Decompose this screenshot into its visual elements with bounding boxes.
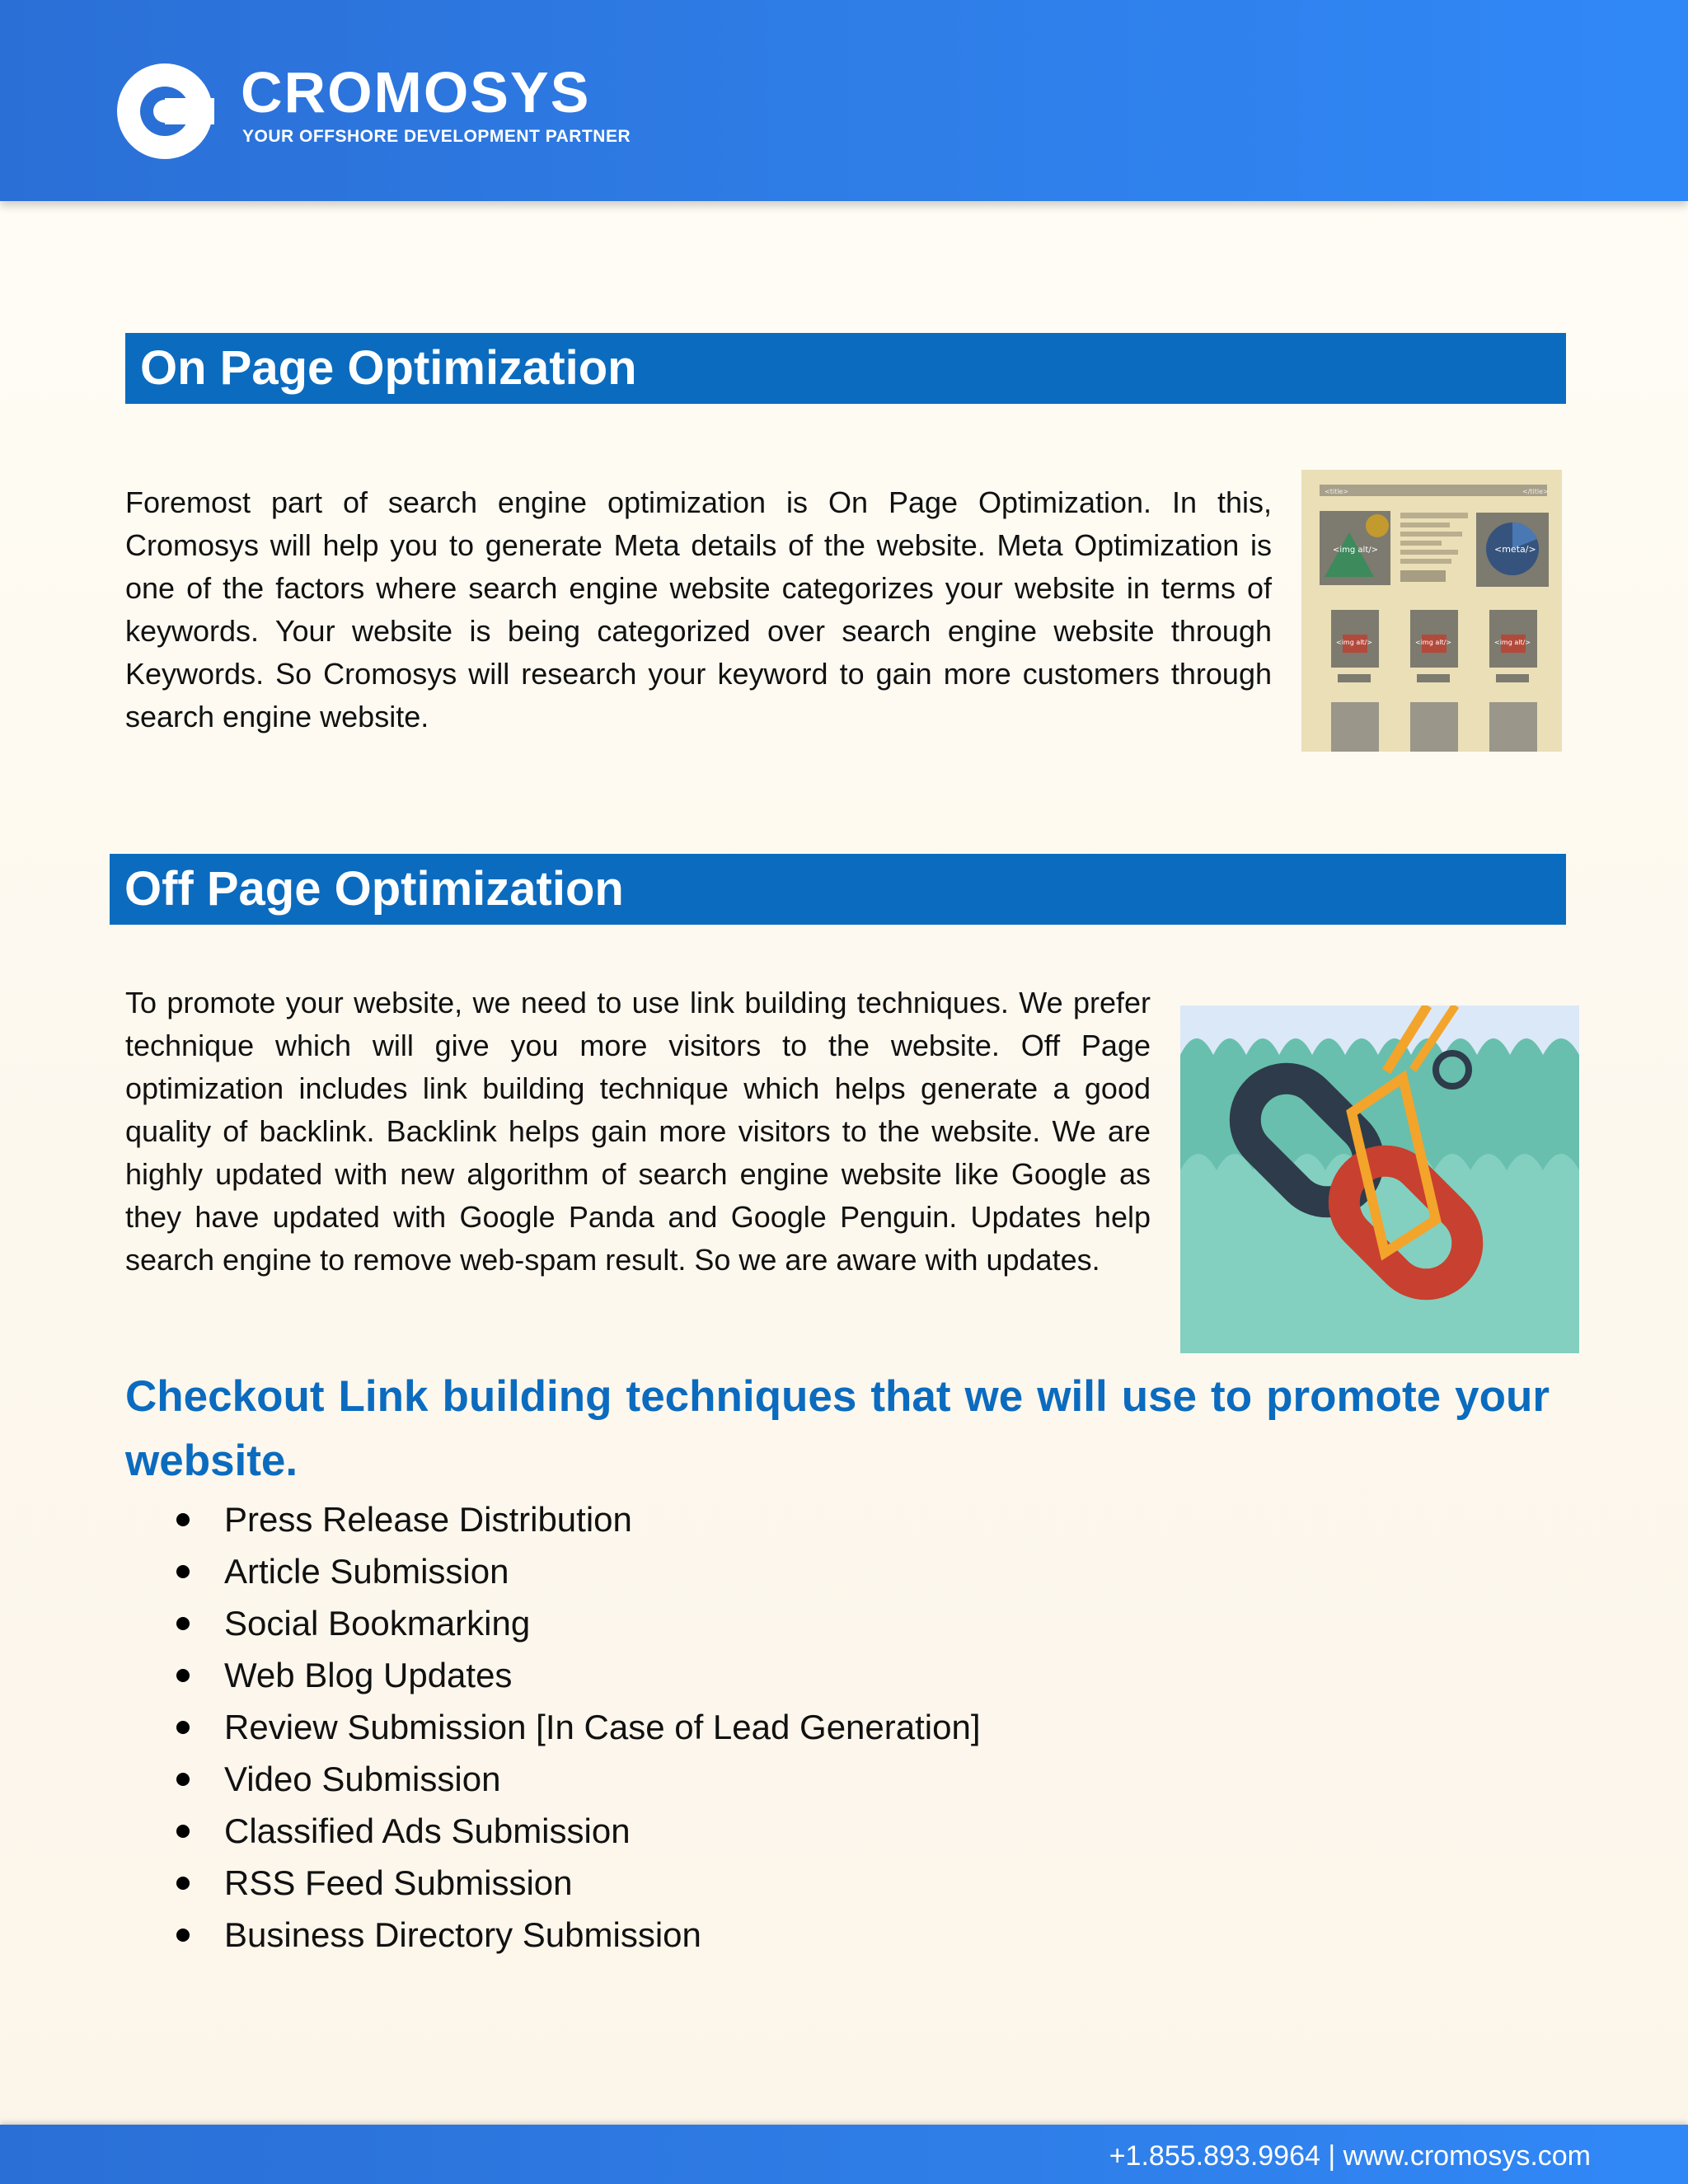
meta-tag-text: <meta/> [1494, 544, 1536, 555]
list-item [125, 1493, 981, 1545]
bullet-icon [176, 1773, 190, 1786]
chain-link-icon [1180, 1005, 1579, 1353]
footer-contact: +1.855.893.9964 | www.cromosys.com [1109, 2140, 1591, 2172]
list-item-label: Business Directory Submission [224, 1915, 701, 1954]
list-item-label: Article Submission [224, 1552, 509, 1591]
bullet-icon [176, 1825, 190, 1838]
list-item [125, 1857, 981, 1909]
list-item [125, 1597, 981, 1649]
cromosys-logo-icon [115, 62, 214, 161]
off-page-body: To promote your website, we need to use link building techniques. We prefer technique which will give you more visitors to the website. Off Page optimization includes link building technique which helps generate a good quality of backlink. Backlink helps gain more visitors to the website. We are highly updated with new algorithm of search engine website like Google as they have updated with Google Panda and Google Penguin. Updates help search engine to remove web-spam result. So we are aware with updates. [125, 986, 1151, 1277]
on-page-title-text: On Page Optimization [140, 341, 637, 395]
on-page-body: Foremost part of search engine optimization is On Page Optimization. In this, Cromosys will help you to generate Meta details of the website. Meta Optimization is one of the factors where search engine website categorizes your website in terms of keywords. Your website is being categorized over search engine website through Keywords. So Cromosys will research your keyword to gain more customers through search engine website. [125, 485, 1272, 733]
bullet-icon [176, 1669, 190, 1682]
list-item-label: Social Bookmarking [224, 1604, 531, 1643]
img-alt-small-text-3: <img alt/> [1494, 639, 1531, 646]
bullet-icon [176, 1877, 190, 1890]
bullet-icon [176, 1929, 190, 1942]
link-building-list [125, 1493, 981, 1961]
img-alt-main-text: <img alt/> [1333, 546, 1378, 555]
link-building-heading: Checkout Link building techniques that we will use to promote your website. [125, 1372, 1550, 1485]
list-item-label: Classified Ads Submission [224, 1811, 631, 1850]
list-item [125, 1753, 981, 1805]
title-tag-close-text: </title> [1522, 488, 1549, 495]
list-item [125, 1545, 981, 1597]
off-page-title-text: Off Page Optimization [124, 862, 624, 916]
page-header [0, 0, 1688, 201]
bullet-icon [176, 1617, 190, 1630]
brand-name: CROMOSYS [241, 60, 591, 124]
bullet-icon [176, 1721, 190, 1734]
meta-page-illustration [1301, 470, 1562, 752]
list-item-label: Video Submission [224, 1760, 501, 1798]
on-page-title [125, 333, 1566, 404]
img-alt-small-text-2: <img alt/> [1415, 639, 1451, 646]
list-item-label: Review Submission [In Case of Lead Generation] [224, 1708, 981, 1746]
bullet-icon [176, 1565, 190, 1578]
list-item [125, 1701, 981, 1753]
list-item-label: Press Release Distribution [224, 1500, 632, 1539]
bullet-icon [176, 1513, 190, 1526]
list-item [125, 1909, 981, 1961]
list-item-label: Web Blog Updates [224, 1656, 513, 1694]
page-footer [0, 2125, 1688, 2184]
list-item-label: RSS Feed Submission [224, 1863, 573, 1902]
img-alt-small-text-1: <img alt/> [1336, 639, 1372, 646]
title-tag-text: <title> [1325, 488, 1349, 495]
list-item [125, 1805, 981, 1857]
brand-tagline: YOUR OFFSHORE DEVELOPMENT PARTNER [242, 127, 631, 146]
list-item [125, 1649, 981, 1701]
off-page-title [110, 854, 1566, 925]
